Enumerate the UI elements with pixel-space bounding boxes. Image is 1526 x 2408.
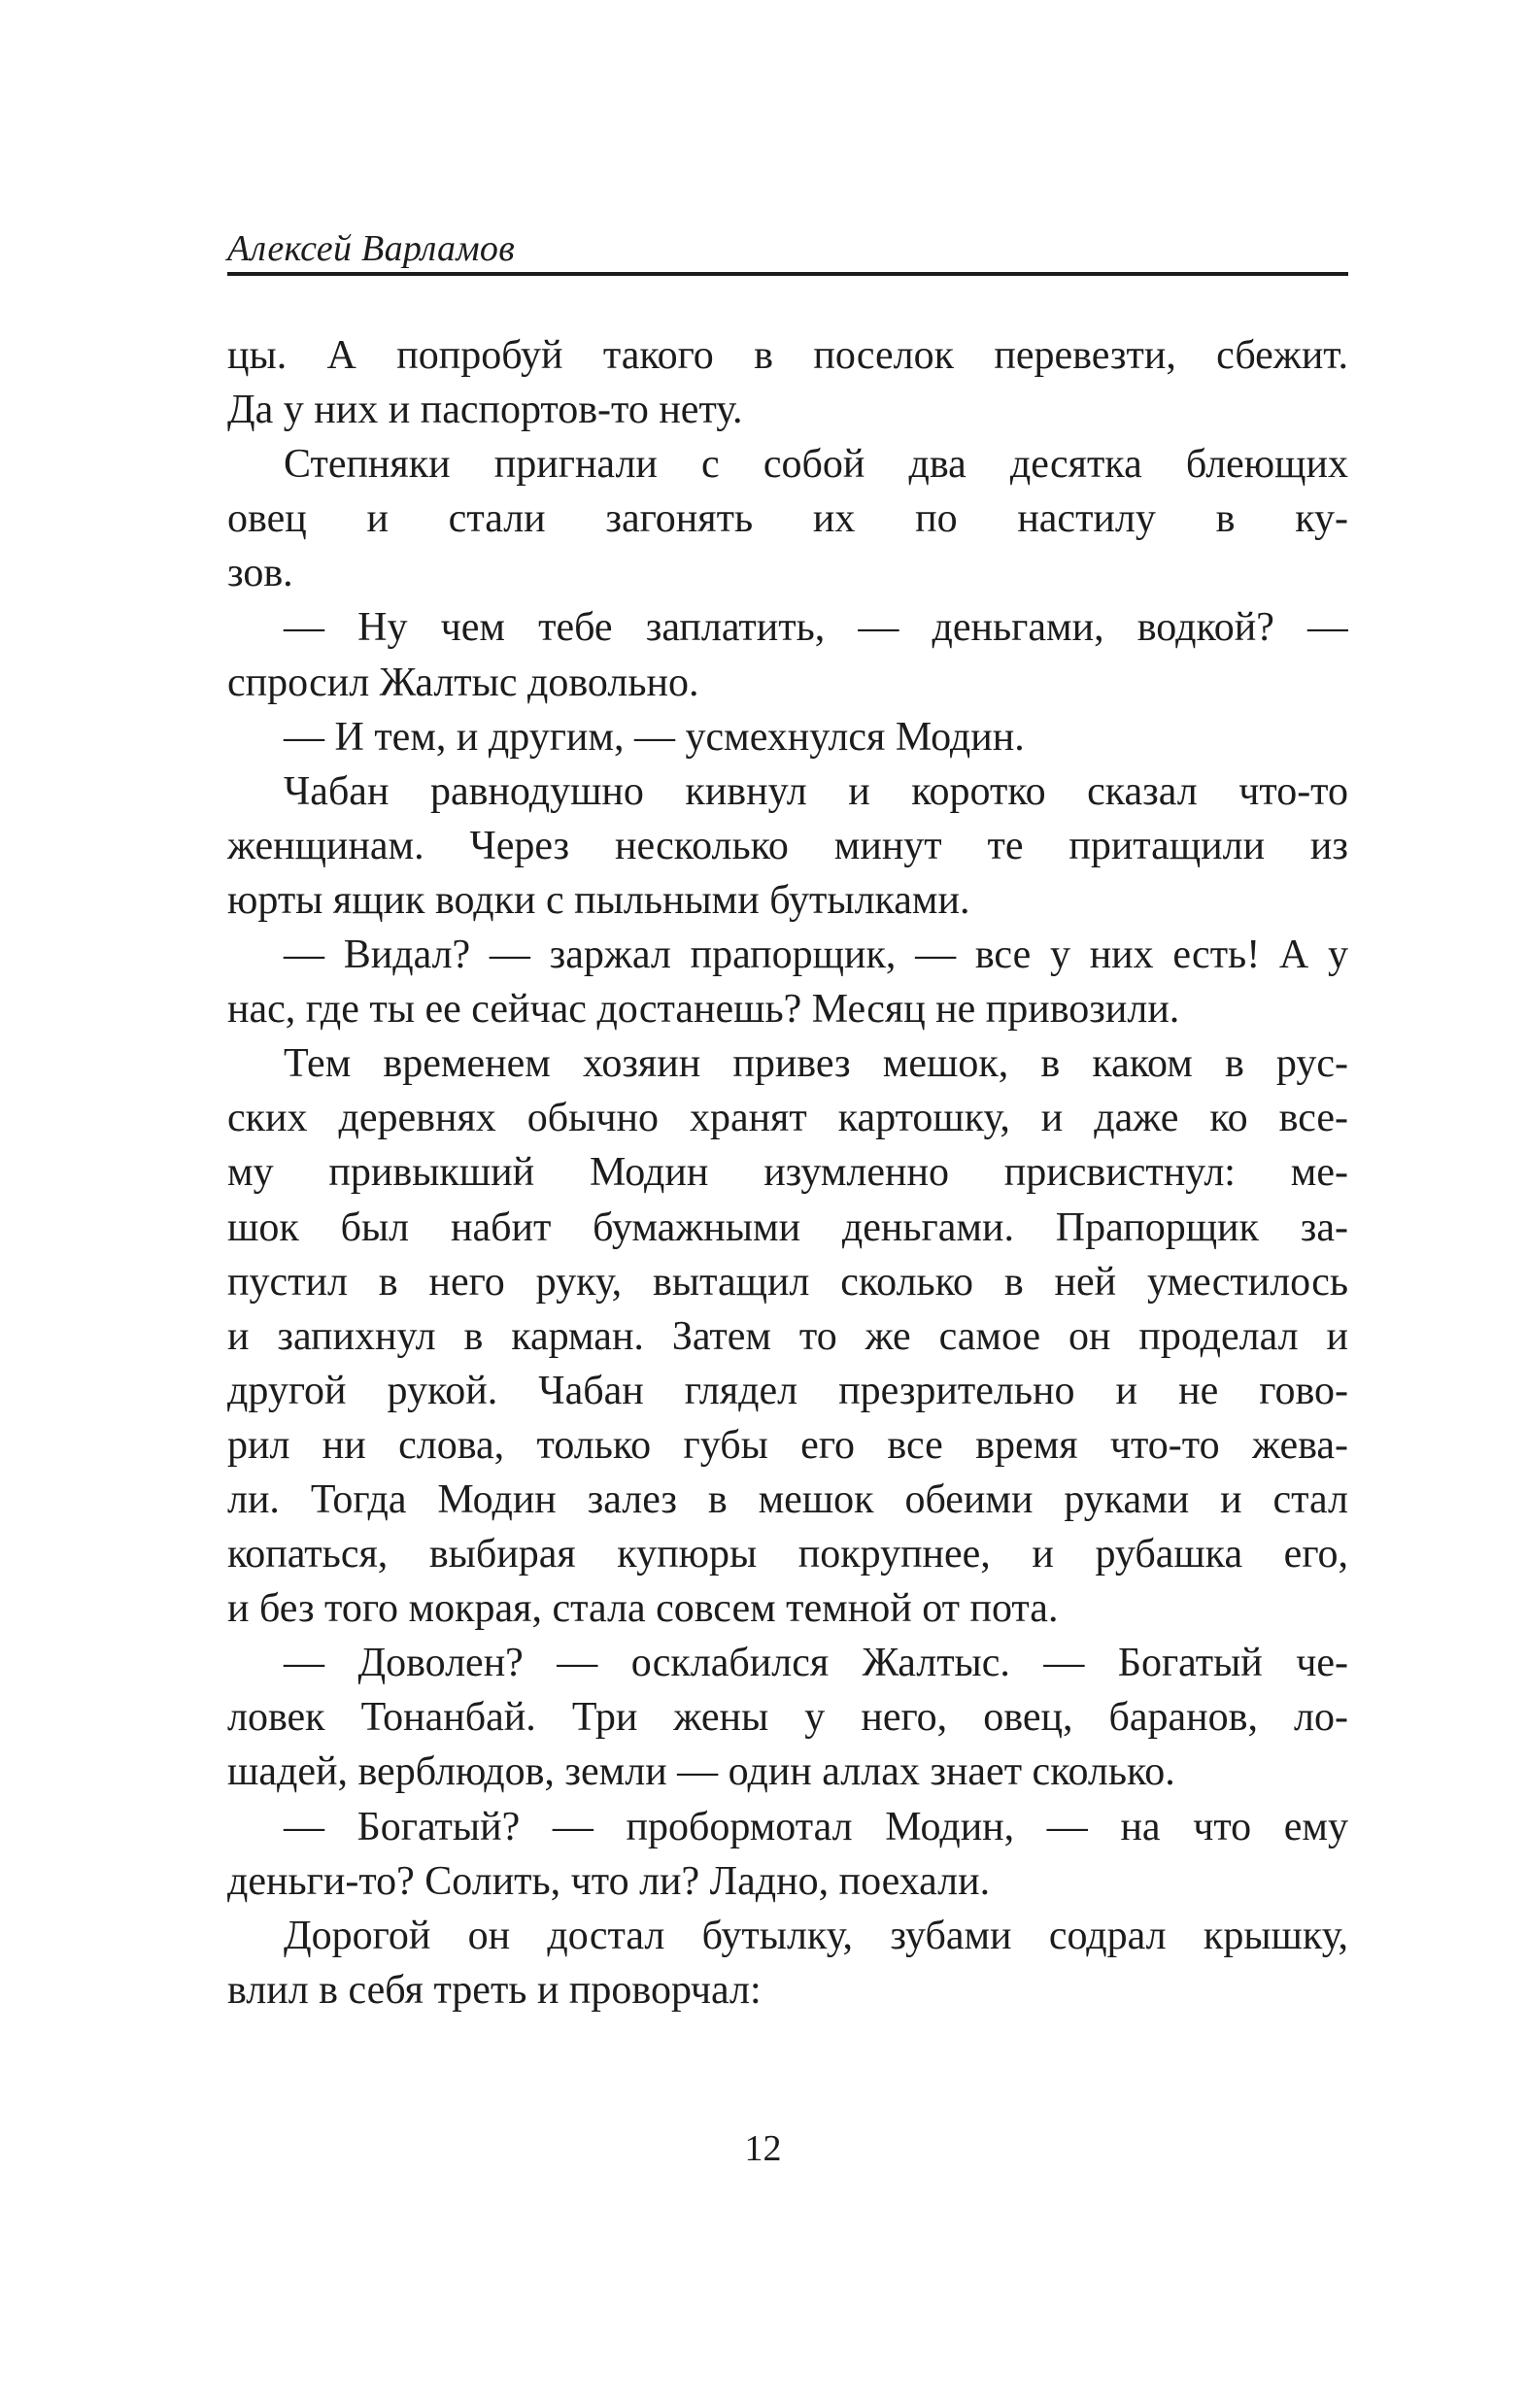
text-line: влил в себя треть и проворчал: <box>227 1967 762 2013</box>
text-line: и без того мокрая, стала совсем темной от пота. <box>227 1586 1059 1632</box>
text-line: и запихнул в карман. Затем то же самое он проделал и <box>227 1313 1348 1359</box>
text-line: Тем временем хозяин привез мешок, в каком в рус- <box>284 1041 1348 1087</box>
text-line: Дорогой он достал бутылку, зубами содрал крышку, <box>284 1913 1348 1958</box>
text-line: цы. А попробуй такого в поселок перевезти, сбежит. <box>227 333 1348 378</box>
body-text <box>227 328 1348 2018</box>
running-head-rule <box>227 272 1348 276</box>
text-line: спросил Жалтыс довольно. <box>227 660 699 705</box>
text-line: нас, где ты ее сейчас достанешь? Месяц не привозили. <box>227 987 1180 1033</box>
text-line: другой рукой. Чабан глядел презрительно и не гово- <box>227 1368 1348 1413</box>
text-line: — И тем, и другим, — усмехнулся Модин. <box>284 714 1025 760</box>
text-line: деньги-то? Солить, что ли? Ладно, поехали. <box>227 1858 991 1904</box>
text-line: зов. <box>227 551 293 596</box>
text-line: копаться, выбирая купюры покрупнее, и рубашка его, <box>227 1532 1348 1577</box>
text-line: рил ни слова, только губы его все время что-то жева- <box>227 1422 1348 1468</box>
text-line: му привыкший Модин изумленно присвистнул: ме- <box>227 1150 1348 1196</box>
text-line: — Ну чем тебе заплатить, — деньгами, водкой? — <box>284 605 1348 651</box>
page-number: 12 <box>744 2128 782 2169</box>
text-line: шок был набит бумажными деньгами. Прапорщик за- <box>227 1204 1348 1250</box>
text-line: — Богатый? — пробормотал Модин, — на что ему <box>284 1804 1348 1849</box>
text-line: овец и стали загонять их по настилу в ку- <box>227 496 1348 542</box>
running-head-author: Алексей Варламов <box>227 228 515 269</box>
text-line: — Доволен? — осклабился Жалтыс. — Богатый че- <box>284 1641 1348 1686</box>
text-line: ли. Тогда Модин залез в мешок обеими руками и стал <box>227 1476 1348 1522</box>
text-line: — Видал? — заржал прапорщик, — все у них есть! А у <box>284 933 1348 978</box>
text-line: Да у них и паспортов-то нету. <box>227 388 743 433</box>
text-line: пустил в него руку, вытащил сколько в ней уместилось <box>227 1259 1348 1305</box>
text-line: Степняки пригнали с собой два десятка блеющих <box>284 442 1348 488</box>
text-line: ловек Тонанбай. Три жены у него, овец, баранов, ло- <box>227 1695 1348 1741</box>
text-line: Чабан равнодушно кивнул и коротко сказал что-то <box>284 768 1348 814</box>
text-line: ских деревнях обычно хранят картошку, и даже ко все- <box>227 1096 1348 1141</box>
text-line: юрты ящик водки с пыльными бутылками. <box>227 877 970 923</box>
text-line: шадей, верблюдов, земли — один аллах знает сколько. <box>227 1749 1175 1795</box>
running-head <box>227 225 1348 276</box>
text-line: женщинам. Через несколько минут те притащили из <box>227 823 1348 868</box>
